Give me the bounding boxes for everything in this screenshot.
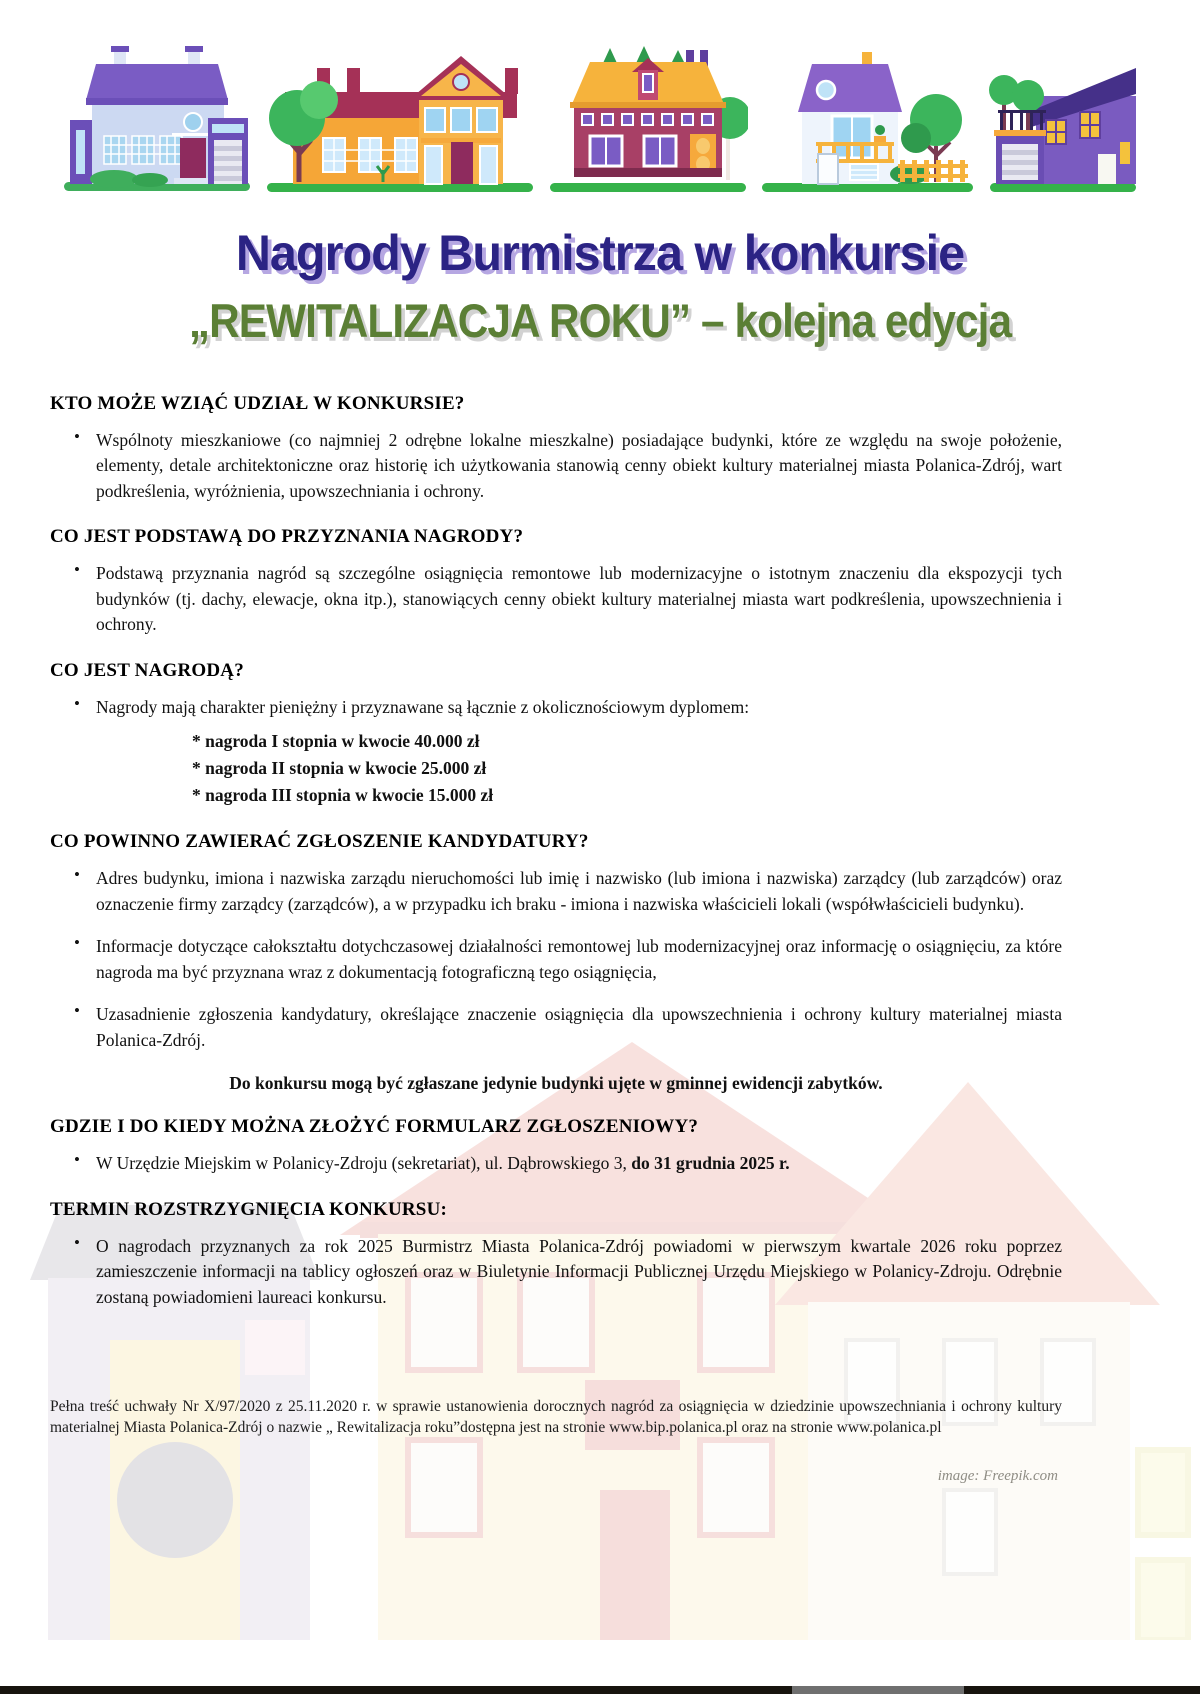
bullet-text: Uzasadnienie zgłoszenia kandydatury, określające znaczenie osiągnięcia dla upowszechnienia i ochrony kultury materialnej miasta Polanica-Zdrój. [96,1004,1062,1050]
section-where-heading: GDZIE I DO KIEDY MOŻNA ZŁOŻYĆ FORMULARZ ZGŁOSZENIOWY? [50,1116,699,1138]
section-application-heading: CO POWINNO ZAWIERAĆ ZGŁOSZENIE KANDYDATURY? [50,831,589,853]
house-2-illustration [265,42,535,194]
prize-item-3: * nagroda III stopnia w kwocie 15.000 zł [192,785,494,806]
list-item [50,561,1062,638]
house-3-illustration [548,42,748,194]
bullet-dot: • [74,1232,80,1252]
list-item [50,695,1062,810]
legal-footnote: Pełna treść uchwały Nr X/97/2020 z 25.11.2020 r. w sprawie ustanowienia dorocznych nagród za osiągnięcia w dziedzinie upowszechniania i ochrony kultury materialnej Miasta Polanica-Zdrój o nazwie „ Rewitalizacja roku”dostępna jest na stronie www.bip.polanica.pl oraz na stronie www.polanica.pl [50,1398,1062,1437]
prize-item-1: * nagroda I stopnia w kwocie 40.000 zł [192,731,480,752]
image-credit: image: Freepik.com [937,1468,1058,1485]
section-deadline [50,1199,1062,1311]
section-prize [50,660,1062,810]
list-item [50,934,1062,985]
section-application [50,831,1062,1094]
section-deadline-heading: TERMIN ROZSTRZYGNIĘCIA KONKURSU: [50,1198,448,1220]
section-who [50,393,1062,505]
bullet-text: Wspólnoty mieszkaniowe (co najmniej 2 odrębne lokalne mieszkalne) posiadające budynki, które ze względu na swoje położenie, elementy, detale architektoniczne oraz historię ich użytkowania stanowią cenny obiekt kultury materialnej miasta Polanica-Zdrój, wart podkreślenia, wyróżnienia, upowszechniania i ochrony. [96,429,1062,501]
where-text: W Urzędzie Miejskim w Polanicy-Zdroju (sekretariat), ul. Dąbrowskiego 3, [96,1153,632,1174]
bullet-dot: • [74,933,80,953]
bullet-dot: • [74,426,80,446]
bullet-dot: • [74,693,80,713]
flyer-content [0,347,1200,1311]
list-item [50,1151,1062,1177]
prize-list [192,728,1062,809]
list-item [50,866,1062,917]
list-item [50,1234,1062,1311]
bullet-dot: • [74,560,80,580]
bullet-dot: • [74,865,80,885]
submission-deadline: do 31 grudnia 2025 r. [631,1153,790,1174]
section-who-heading: KTO MOŻE WZIĄĆ UDZIAŁ W KONKURSIE? [50,392,465,414]
house-5-illustration [988,42,1138,194]
bullet-text: O nagrodach przyznanych za rok 2025 Burmistrz Miasta Polanica-Zdrój powiadomi w pierwszym kwartale 2026 roku poprzez zamieszczenie informacji na tablicy ogłoszeń oraz w Biuletynie Informacji Publicznej Urzędu Miejskiego w Polanicy-Zdroju. Odrębnie zostaną powiadomieni laureaci konkursu. [96,1235,1062,1307]
section-prize-heading: CO JEST NAGRODĄ? [50,659,244,681]
prize-item-2: * nagroda II stopnia w kwocie 25.000 zł [192,758,487,779]
house-4-illustration [760,42,975,194]
list-item [50,1002,1062,1053]
section-where [50,1116,1062,1177]
page-bottom-border-segment [792,1686,964,1694]
list-item [50,428,1062,505]
bullet-text: Adres budynku, imiona i nazwiska zarządu nieruchomości lub imię i nazwisko (lub imiona i nazwiska) zarządcy (lub zarządców) oraz oznaczenie firmy zarządcy (zarządców), a w przypadku ich braku - imiona i nazwiska właścicieli lokali (współwłaścicieli budynku). [96,868,1062,914]
houses-illustration-row [0,0,1200,194]
page-title: Nagrody Burmistrza w konkursie [235,225,965,281]
bullet-text: Informacje dotyczące całokształtu dotychczasowej działalności remontowej lub modernizacyjnej oraz informację o osiągnięciu, za które nagroda ma być przyznana wraz z dokumentacją fotograficzną tego osiągnięcia, [96,936,1062,982]
page-bottom-border [0,1686,1200,1694]
heritage-register-note: Do konkursu mogą być zgłaszane jedynie budynki ujęte w gminnej ewidencji zabytków. [229,1073,883,1094]
section-basis-heading: CO JEST PODSTAWĄ DO PRZYZNANIA NAGRODY? [50,526,524,548]
bullet-text: Podstawą przyznania nagród są szczególne osiągnięcia remontowe lub modernizacyjne o istotnym znaczeniu dla ekspozycji tych budynków (tj. dachy, elewacje, okna itp.), stanowiących cenny obiekt kultury materialnej miasta wart podkreślenia, upowszechnienia i ochrony. [96,563,1062,635]
house-1-illustration [62,42,252,194]
bullet-dot: • [74,1150,80,1170]
page-subtitle: „REWITALIZACJA ROKU” – kolejna edycja [188,294,1012,347]
bullet-dot: • [74,1001,80,1021]
section-basis [50,526,1062,638]
bullet-text [96,1151,1062,1177]
bullet-text: Nagrody mają charakter pieniężny i przyznawane są łącznie z okolicznościowym dyplomem: [96,696,750,717]
